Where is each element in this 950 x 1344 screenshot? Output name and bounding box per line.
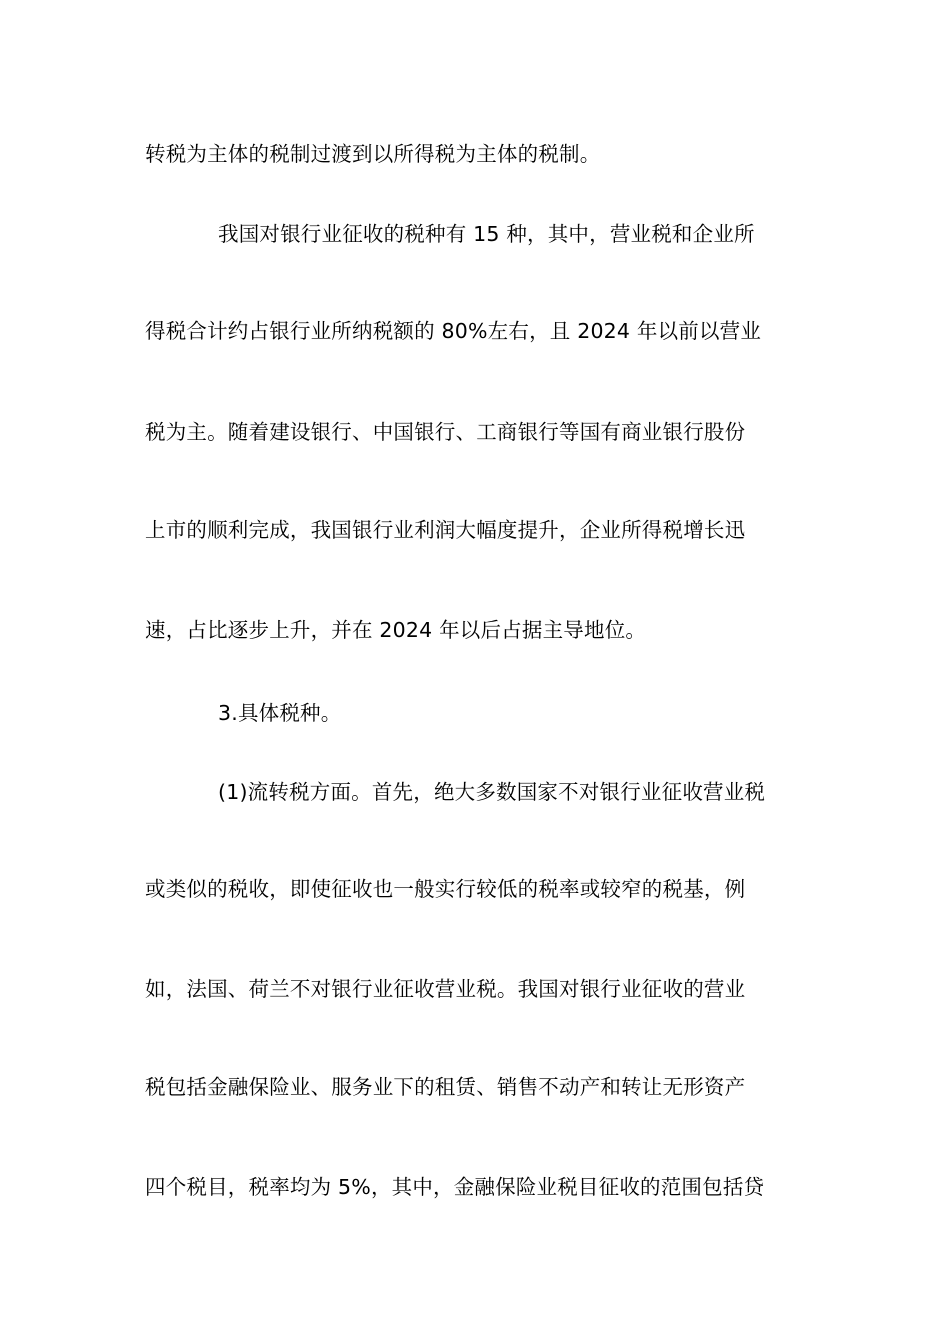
text-line: 上市的顺利完成，我国银行业利润大幅度提升，企业所得税增长迅 — [145, 518, 746, 542]
paragraph-start-line: (1)流转税方面。首先，绝大多数国家不对银行业征收营业税 — [218, 780, 766, 804]
text-line: 转税为主体的税制过渡到以所得税为主体的税制。 — [145, 142, 601, 166]
text-line: 四个税目，税率均为 5%，其中，金融保险业税目征收的范围包括贷 — [145, 1175, 765, 1199]
text-line: 得税合计约占银行业所纳税额的 80%左右，且 2024 年以前以营业 — [145, 319, 762, 343]
section-heading: 3.具体税种。 — [218, 701, 342, 725]
text-line: 或类似的税收，即使征收也一般实行较低的税率或较窄的税基，例 — [145, 877, 746, 901]
text-line: 税包括金融保险业、服务业下的租赁、销售不动产和转让无形资产 — [145, 1075, 746, 1099]
text-line: 如，法国、荷兰不对银行业征收营业税。我国对银行业征收的营业 — [145, 977, 746, 1001]
text-line: 税为主。随着建设银行、中国银行、工商银行等国有商业银行股份 — [145, 420, 746, 444]
text-line: 速，占比逐步上升，并在 2024 年以后占据主导地位。 — [145, 618, 647, 642]
paragraph-start-line: 我国对银行业征收的税种有 15 种，其中，营业税和企业所 — [218, 222, 755, 246]
